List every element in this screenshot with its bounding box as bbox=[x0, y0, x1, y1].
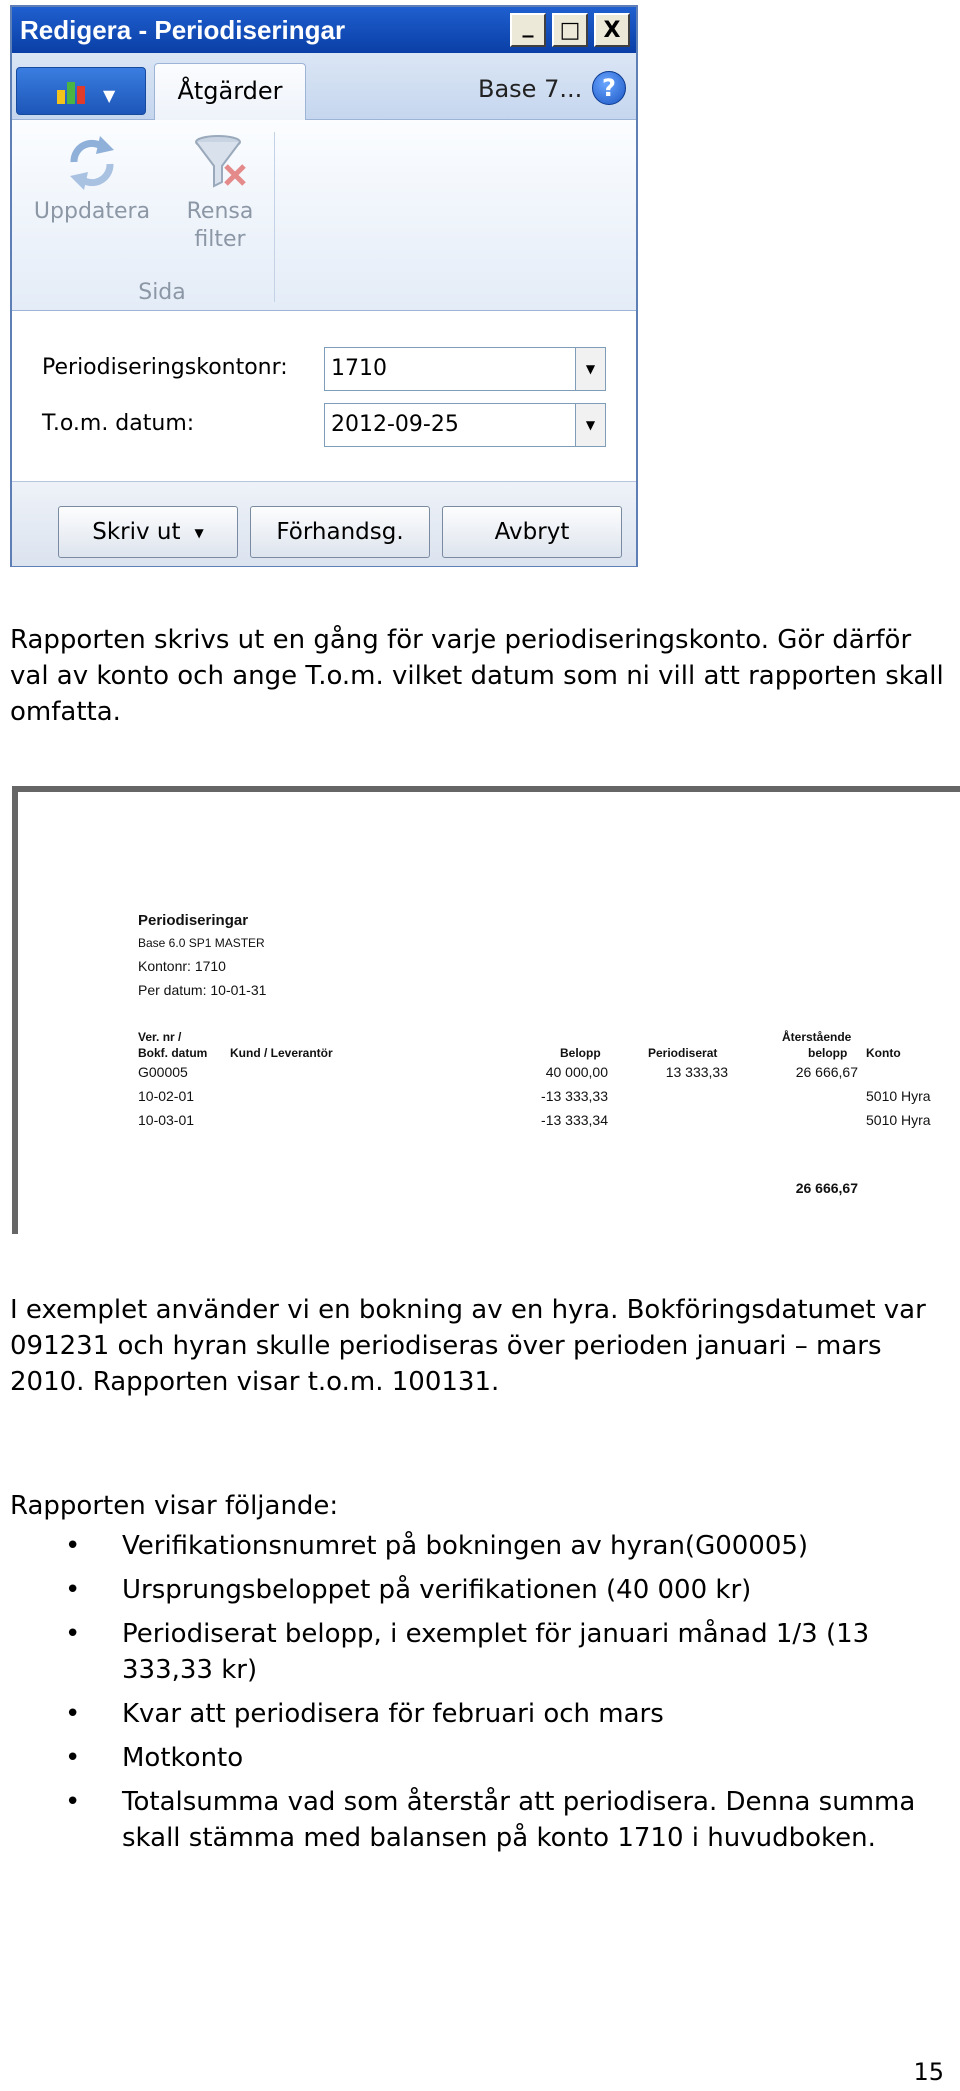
minimize-icon: _ bbox=[522, 12, 534, 38]
report-contents-list bbox=[10, 1528, 950, 1864]
to-date-field[interactable] bbox=[324, 403, 606, 447]
clear-filter-label-line1: Rensa bbox=[186, 199, 254, 224]
account-number-label: Periodiseringskontonr: bbox=[42, 355, 288, 380]
report-preview bbox=[12, 786, 960, 1234]
ribbon-tabstrip bbox=[12, 53, 636, 120]
refresh-icon bbox=[62, 132, 122, 192]
header-ver-nr: Ver. nr / bbox=[138, 1030, 182, 1044]
chevron-down-icon: ▼ bbox=[194, 525, 204, 540]
header-remaining-amount: belopp bbox=[808, 1046, 848, 1060]
chevron-down-icon: ▼ bbox=[103, 86, 116, 105]
header-customer-supplier: Kund / Leverantör bbox=[230, 1046, 333, 1060]
header-accrued: Periodiserat bbox=[648, 1046, 718, 1060]
row-accrued: 13 333,33 bbox=[665, 1064, 728, 1080]
maximize-button[interactable] bbox=[552, 13, 588, 47]
example-paragraph: I exemplet använder vi en bokning av en hyra. Bokföringsdatumet var 091231 och hyran skulle periodiseras över perioden januari – mars 2010. Rapporten visar t.o.m. 100131. bbox=[10, 1295, 926, 1397]
date-dropdown-button[interactable] bbox=[575, 404, 605, 446]
list-intro: Rapporten visar följande: bbox=[10, 1491, 339, 1521]
bullet-icon: • bbox=[65, 1699, 81, 1729]
dialog-button-bar bbox=[12, 481, 636, 566]
ribbon-group-label: Sida bbox=[138, 280, 186, 305]
list-item-text: Periodiserat belopp, i exemplet för januari månad 1/3 (13 333,33 kr) bbox=[122, 1619, 870, 1685]
help-icon[interactable]: ? bbox=[592, 71, 626, 105]
bullet-icon: • bbox=[65, 1619, 81, 1649]
account-dropdown-button[interactable] bbox=[575, 348, 605, 390]
intro-paragraph: Rapporten skrivs ut en gång för varje periodiseringskonto. Gör därför val av konto och ange T.o.m. vilket datum som ni vill att rapporten skall omfatta. bbox=[10, 625, 944, 727]
close-icon: X bbox=[603, 17, 621, 43]
cancel-button[interactable]: Avbryt bbox=[442, 506, 622, 558]
bullet-icon: • bbox=[65, 1575, 81, 1605]
row-ver: 10-02-01 bbox=[138, 1088, 195, 1104]
company-selector[interactable]: Base 7... bbox=[478, 75, 583, 103]
bullet-icon: • bbox=[65, 1787, 81, 1817]
ribbon-panel bbox=[12, 120, 636, 311]
header-remaining: Återstående bbox=[782, 1030, 852, 1044]
maximize-icon: □ bbox=[559, 17, 581, 43]
page-number: 15 bbox=[913, 2058, 944, 2086]
clear-filter-label-line2: filter bbox=[194, 227, 246, 252]
list-item bbox=[10, 1572, 950, 1608]
bullet-icon: • bbox=[65, 1531, 81, 1561]
close-button[interactable] bbox=[594, 13, 630, 47]
clear-filter-icon bbox=[190, 132, 250, 192]
app-logo-icon bbox=[55, 76, 91, 106]
row-account: 5010 Hyra bbox=[866, 1088, 931, 1104]
report-title: Periodiseringar bbox=[138, 912, 249, 929]
account-number-field[interactable] bbox=[324, 347, 606, 391]
list-item-text: Kvar att periodisera för februari och mars bbox=[122, 1699, 664, 1729]
report-per-date: Per datum: 10-01-31 bbox=[138, 982, 267, 998]
row-amount: -13 333,33 bbox=[541, 1088, 608, 1104]
report-subtitle: Base 6.0 SP1 MASTER bbox=[138, 936, 265, 950]
tab-actions[interactable]: Åtgärder bbox=[154, 63, 306, 120]
row-amount: -13 333,34 bbox=[541, 1112, 608, 1128]
update-label: Uppdatera bbox=[33, 199, 151, 224]
list-item-text: Verifikationsnumret på bokningen av hyran(G00005) bbox=[122, 1531, 809, 1561]
edit-accruals-dialog bbox=[10, 5, 638, 567]
report-total: 26 666,67 bbox=[795, 1180, 858, 1196]
window-title: Redigera - Periodiseringar bbox=[20, 14, 346, 45]
print-label: Skriv ut bbox=[92, 519, 181, 545]
report-account: Kontonr: 1710 bbox=[138, 958, 226, 974]
row-remaining: 26 666,67 bbox=[795, 1064, 858, 1080]
update-button[interactable] bbox=[32, 132, 152, 226]
list-item-text: Ursprungsbeloppet på verifikationen (40 000 kr) bbox=[122, 1575, 752, 1605]
account-number-value: 1710 bbox=[331, 356, 387, 381]
to-date-label: T.o.m. datum: bbox=[42, 411, 195, 436]
list-item bbox=[10, 1528, 950, 1564]
minimize-button[interactable] bbox=[510, 13, 546, 47]
row-amount: 40 000,00 bbox=[545, 1064, 608, 1080]
preview-button[interactable]: Förhandsg. bbox=[250, 506, 430, 558]
list-item bbox=[10, 1696, 950, 1732]
row-ver: G00005 bbox=[138, 1064, 188, 1080]
chevron-down-icon: ▼ bbox=[585, 418, 596, 432]
header-bokf-datum: Bokf. datum bbox=[138, 1046, 208, 1060]
clear-filter-button[interactable] bbox=[160, 132, 280, 254]
list-item bbox=[10, 1740, 950, 1776]
header-amount: Belopp bbox=[560, 1046, 601, 1060]
window-controls bbox=[510, 13, 630, 47]
row-account: 5010 Hyra bbox=[866, 1112, 931, 1128]
ribbon-separator bbox=[274, 132, 275, 302]
header-account: Konto bbox=[866, 1046, 901, 1060]
row-ver: 10-03-01 bbox=[138, 1112, 195, 1128]
bullet-icon: • bbox=[65, 1743, 81, 1773]
list-item bbox=[10, 1784, 950, 1856]
report-options-form bbox=[12, 311, 636, 481]
title-bar[interactable] bbox=[12, 7, 636, 53]
chevron-down-icon: ▼ bbox=[585, 362, 596, 376]
print-button[interactable] bbox=[58, 506, 238, 558]
list-item bbox=[10, 1616, 950, 1688]
list-item-text: Motkonto bbox=[122, 1743, 244, 1773]
to-date-value: 2012-09-25 bbox=[331, 412, 459, 437]
app-menu-button[interactable] bbox=[16, 67, 146, 115]
list-item-text: Totalsumma vad som återstår att periodisera. Denna summa skall stämma med balansen på konto 1710 i huvudboken. bbox=[122, 1787, 916, 1853]
